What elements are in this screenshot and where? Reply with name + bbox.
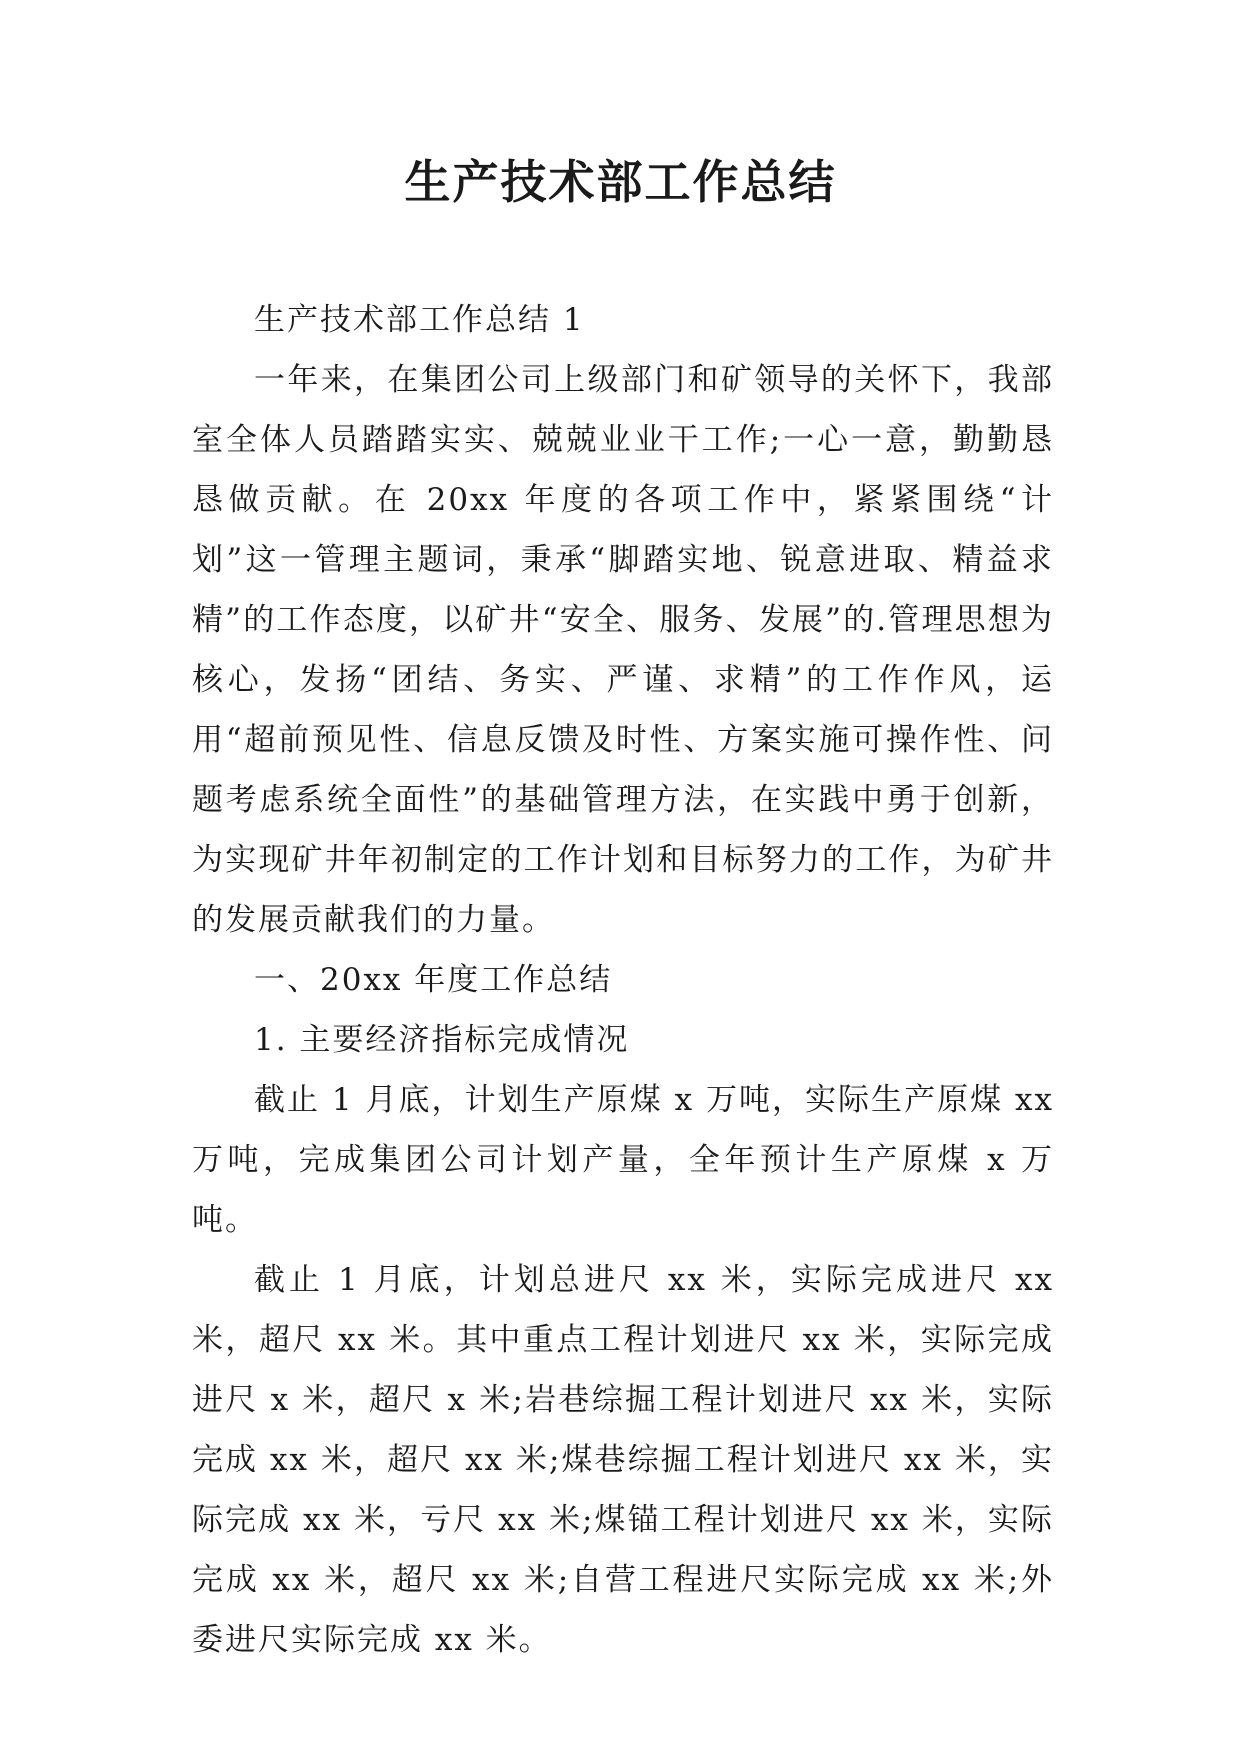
section-heading: 一、20xx 年度工作总结 bbox=[254, 962, 613, 998]
document-title: 生产技术部工作总结 bbox=[404, 155, 837, 209]
production-paragraph: 截止 1 月底，计划生产原煤 x 万吨，实际生产原煤 xx 万吨，完成集团公司计划产量，全年预计生产原煤 x 万吨。 bbox=[192, 1082, 1054, 1238]
intro-paragraph: 一年来，在集团公司上级部门和矿领导的关怀下，我部室全体人员踏踏实实、兢兢业业干工作;一心一意，勤勤恳恳做贡献。在 20xx 年度的各项工作中，紧紧围绕“计划”这一管理主题词，秉承“脚踏实地、锐意进取、精益求精”的工作态度，以矿井“安全、服务、发展”的.管理思想为核心，发扬“团结、务实、严谨、求精”的工作作风，运用“超前预见性、信息反馈及时性、方案实施可操作性、问题考虑系统全面性”的基础管理方法，在实践中勇于创新，为实现矿井年初制定的工作计划和目标努力的工作，为矿井的发展贡献我们的力量。 bbox=[192, 362, 1054, 938]
subsection-heading: 1. 主要经济指标完成情况 bbox=[254, 1022, 630, 1058]
subtitle-paragraph: 生产技术部工作总结 1 bbox=[254, 302, 585, 338]
footage-paragraph: 截止 1 月底，计划总进尺 xx 米，实际完成进尺 xx 米，超尺 xx 米。其中重点工程计划进尺 xx 米，实际完成进尺 x 米，超尺 x 米;岩巷综掘工程计划进尺 xx 米，实际完成 xx 米，超尺 xx 米;煤巷综掘工程计划进尺 xx 米，实际完成 xx 米，亏尺 xx 米;煤锚工程计划进尺 xx 米，实际完成 xx 米，超尺 xx 米;自营工程进尺实际完成 xx 米;外委进尺实际完成 xx 米。 bbox=[192, 1262, 1054, 1658]
document-body bbox=[192, 290, 1054, 1670]
